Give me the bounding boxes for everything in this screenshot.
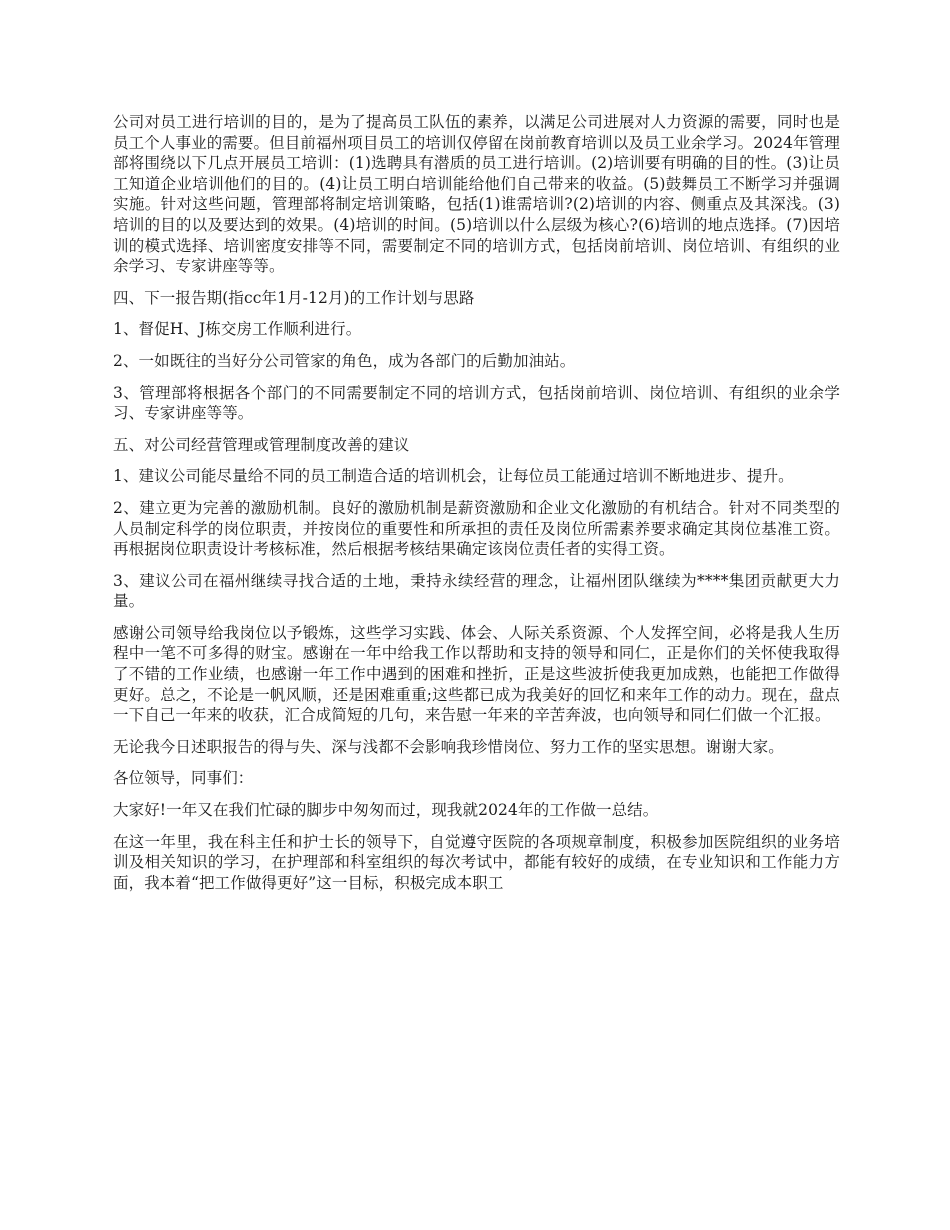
paragraph-training-purpose: 公司对员工进行培训的目的，是为了提高员工队伍的素养，以满足公司进展对人力资源的需要，同时也是员工个人事业的需要。但目前福州项目员工的培训仅停留在岗前教育培训以及员工业余学习。2024年管理部将围绕以下几点开展员工培训：(1)选聘具有潜质的员工进行培训。(2)培训要有明确的目的性。(3)让员工知道企业培训他们的目的。(4)让员工明白培训能给他们自己带来的收益。(5)鼓舞员工不断学习并强调实施。针对这些问题，管理部将制定培训策略，包括(1)谁需培训?(2)培训的内容、侧重点及其深浅。(3)培训的目的以及要达到的效果。(4)培训的时间。(5)培训以什么层级为核心?(6)培训的地点选择。(7)因培训的模式选择、培训密度安排等不同，需要制定不同的培训方式，包括岗前培训、岗位培训、有组织的业余学习、专家讲座等等。 bbox=[113, 113, 840, 276]
plan-item-1: 1、督促H、J栋交房工作顺利进行。 bbox=[113, 320, 362, 339]
paragraph-work-summary: 在这一年里，我在科主任和护士长的领导下，自觉遵守医院的各项规章制度，积极参加医院组织的业务培训及相关知识的学习，在护理部和科室组织的每次考试中，都能有较好的成绩，在专业知识和工作能力方面，我本着“把工作做得更好”这一目标，积极完成本职工 bbox=[113, 832, 840, 892]
suggestion-item-1: 1、建议公司能尽量给不同的员工制造合适的培训机会，让每位员工能通过培训不断地进步、提升。 bbox=[113, 467, 794, 486]
suggestion-item-3: 3、建议公司在福州继续寻找合适的土地，秉持永续经营的理念，让福州团队继续为****集团贡献更大力量。 bbox=[113, 571, 840, 611]
suggestion-item-2: 2、建立更为完善的激励机制。良好的激励机制是薪资激励和企业文化激励的有机结合。针对不同类型的人员制定科学的岗位职责，并按岗位的重要性和所承担的责任及岗位所需素养要求确定其岗位基准工资。再根据岗位职责设计考核标准，然后根据考核结果确定该岗位责任者的实得工资。 bbox=[113, 498, 840, 559]
paragraph-greeting: 大家好!一年又在我们忙碌的脚步中匆匆而过，现我就2024年的工作做一总结。 bbox=[113, 801, 659, 820]
paragraph-closing: 无论我今日述职报告的得与失、深与浅都不会影响我珍惜岗位、努力工作的坚实思想。谢谢大家。 bbox=[113, 737, 784, 756]
plan-item-3: 3、管理部将根据各个部门的不同需要制定不同的培训方式，包括岗前培训、岗位培训、有组织的业余学习、专家讲座等等。 bbox=[113, 383, 840, 423]
salutation: 各位领导，同事们： bbox=[113, 769, 254, 788]
paragraph-thanks: 感谢公司领导给我岗位以予锻炼，这些学习实践、体会、人际关系资源、个人发挥空间，必将是我人生历程中一笔不可多得的财宝。感谢在一年中给我工作以帮助和支持的领导和同仁，正是你们的关怀使我取得了不错的工作业绩，也感谢一年工作中遇到的困难和挫折，正是这些波折使我更加成熟，也能把工作做得更好。总之，不论是一帆风顺，还是困难重重;这些都已成为我美好的回忆和来年工作的动力。现在，盘点一下自己一年来的收获，汇合成简短的几句，来告慰一年来的辛苦奔波，也向领导和同仁们做一个汇报。 bbox=[113, 623, 840, 725]
section-heading-4: 四、下一报告期(指cc年1月-12月)的工作计划与思路 bbox=[113, 288, 475, 307]
plan-item-2: 2、一如既往的当好分公司管家的角色，成为各部门的后勤加油站。 bbox=[113, 351, 576, 370]
section-heading-5: 五、对公司经营管理或管理制度改善的建议 bbox=[113, 435, 410, 454]
document-body bbox=[113, 112, 840, 904]
